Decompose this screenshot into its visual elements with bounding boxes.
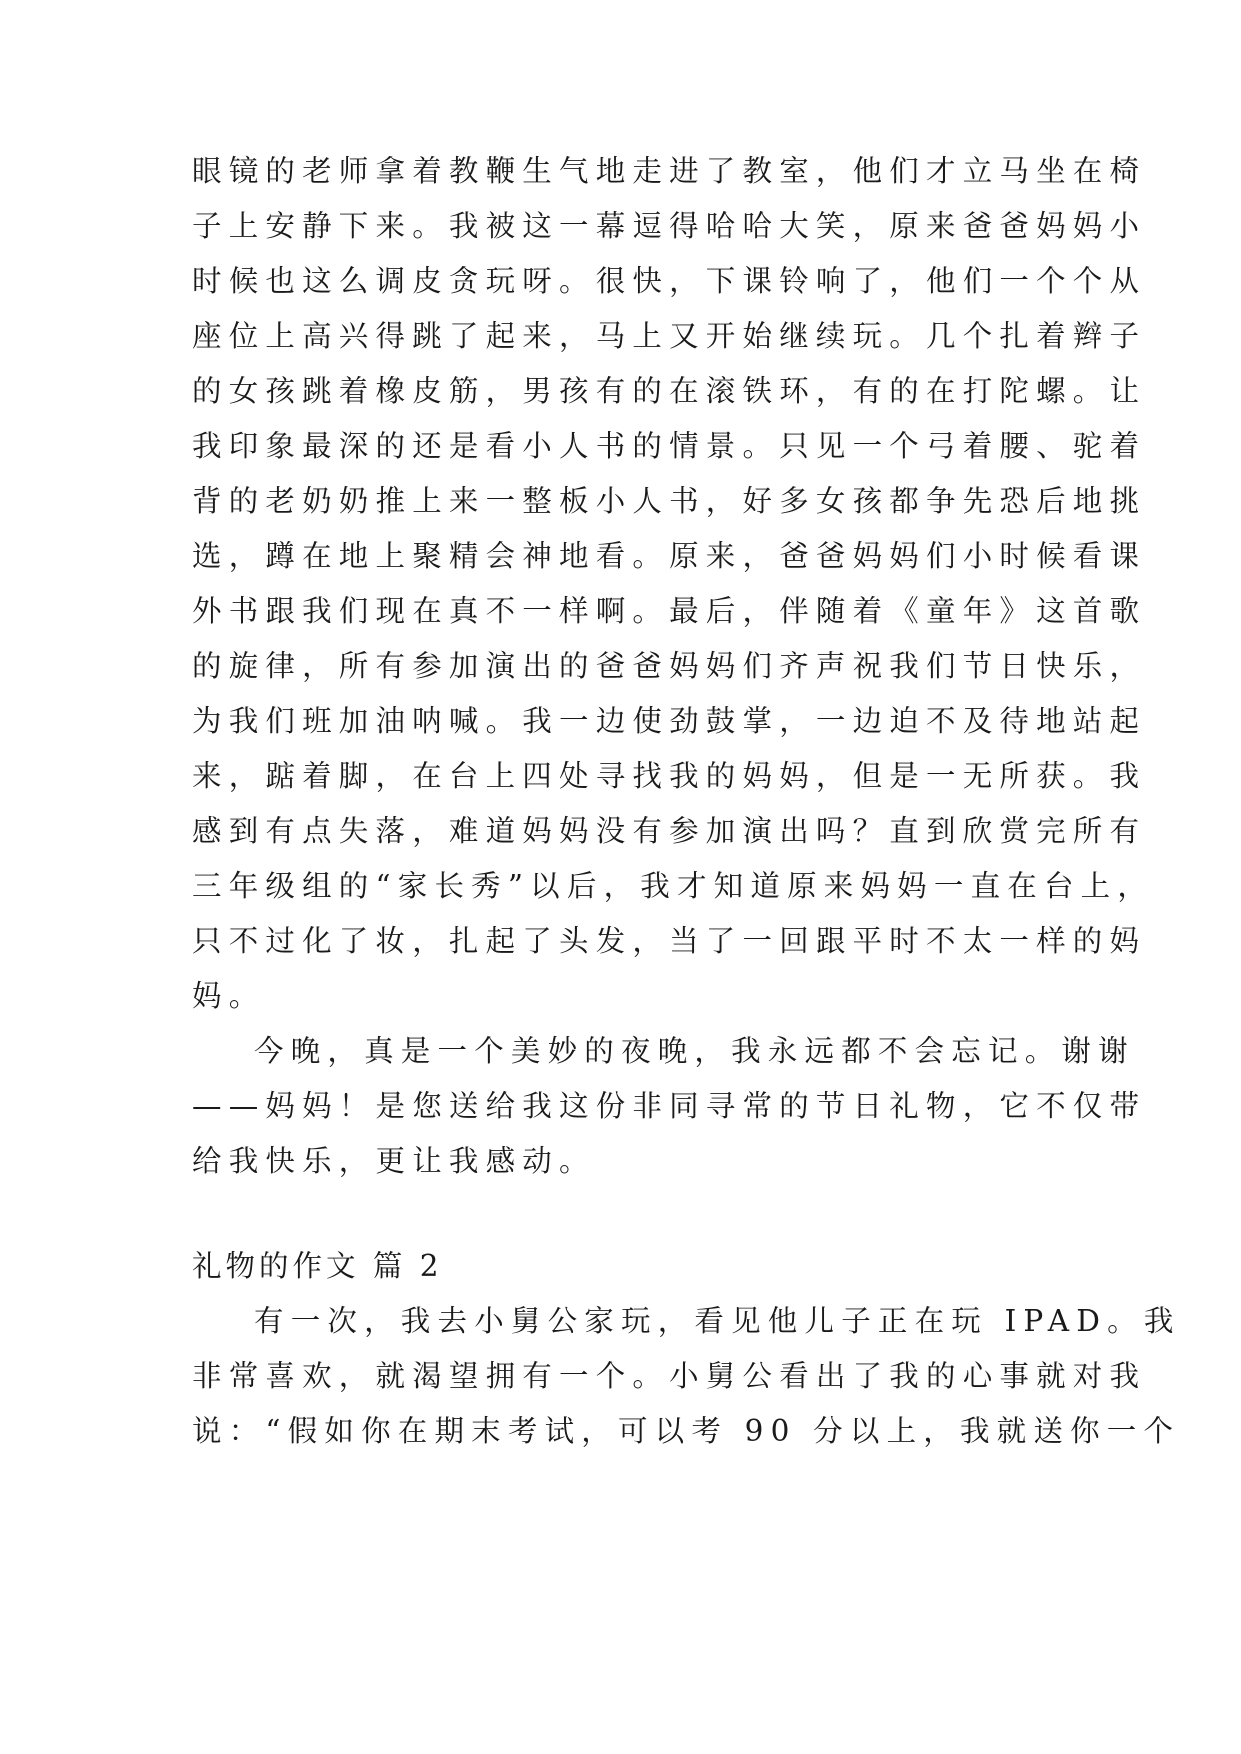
paragraph-line: 三年级组的“家长秀”以后，我才知道原来妈妈一直在台上， bbox=[192, 869, 1155, 903]
paragraph-line: 妈。 bbox=[192, 979, 266, 1013]
paragraph-line: 说：“假如你在期末考试，可以考 90 分以上，我就送你一个 bbox=[192, 1414, 1181, 1448]
paragraph-line: 来，踮着脚，在台上四处寻找我的妈妈，但是一无所获。我 bbox=[192, 759, 1147, 793]
paragraph-line: ——妈妈！是您送给我这份非同寻常的节日礼物，它不仅带 bbox=[192, 1089, 1147, 1123]
paragraph-line: 今晚，真是一个美妙的夜晚，我永远都不会忘记。谢谢 bbox=[254, 1034, 1135, 1068]
paragraph-line: 子上安静下来。我被这一幕逗得哈哈大笑，原来爸爸妈妈小 bbox=[192, 209, 1147, 243]
paragraph-line: 背的老奶奶推上来一整板小人书，好多女孩都争先恐后地挑 bbox=[192, 484, 1147, 518]
paragraph-line: 选，蹲在地上聚精会神地看。原来，爸爸妈妈们小时候看课 bbox=[192, 539, 1147, 573]
paragraph-line: 为我们班加油呐喊。我一边使劲鼓掌，一边迫不及待地站起 bbox=[192, 704, 1147, 738]
paragraph-line: 给我快乐，更让我感动。 bbox=[192, 1144, 596, 1178]
paragraph-line: 我印象最深的还是看小人书的情景。只见一个弓着腰、驼着 bbox=[192, 429, 1147, 463]
paragraph-line: 感到有点失落，难道妈妈没有参加演出吗？直到欣赏完所有 bbox=[192, 814, 1147, 848]
section-heading: 礼物的作文 篇 2 bbox=[192, 1249, 443, 1283]
paragraph-line: 有一次，我去小舅公家玩，看见他儿子正在玩 IPAD。我 bbox=[254, 1304, 1181, 1338]
paragraph-line: 外书跟我们现在真不一样啊。最后，伴随着《童年》这首歌 bbox=[192, 594, 1147, 628]
paragraph-line: 非常喜欢，就渴望拥有一个。小舅公看出了我的心事就对我 bbox=[192, 1359, 1147, 1393]
paragraph-line: 座位上高兴得跳了起来，马上又开始继续玩。几个扎着辫子 bbox=[192, 319, 1147, 353]
paragraph-line: 的女孩跳着橡皮筋，男孩有的在滚铁环，有的在打陀螺。让 bbox=[192, 374, 1147, 408]
paragraph-line: 只不过化了妆，扎起了头发，当了一回跟平时不太一样的妈 bbox=[192, 924, 1147, 958]
paragraph-line: 的旋律，所有参加演出的爸爸妈妈们齐声祝我们节日快乐， bbox=[192, 649, 1147, 683]
paragraph-line: 眼镜的老师拿着教鞭生气地走进了教室，他们才立马坐在椅 bbox=[192, 154, 1147, 188]
paragraph-line: 时候也这么调皮贪玩呀。很快，下课铃响了，他们一个个从 bbox=[192, 264, 1147, 298]
